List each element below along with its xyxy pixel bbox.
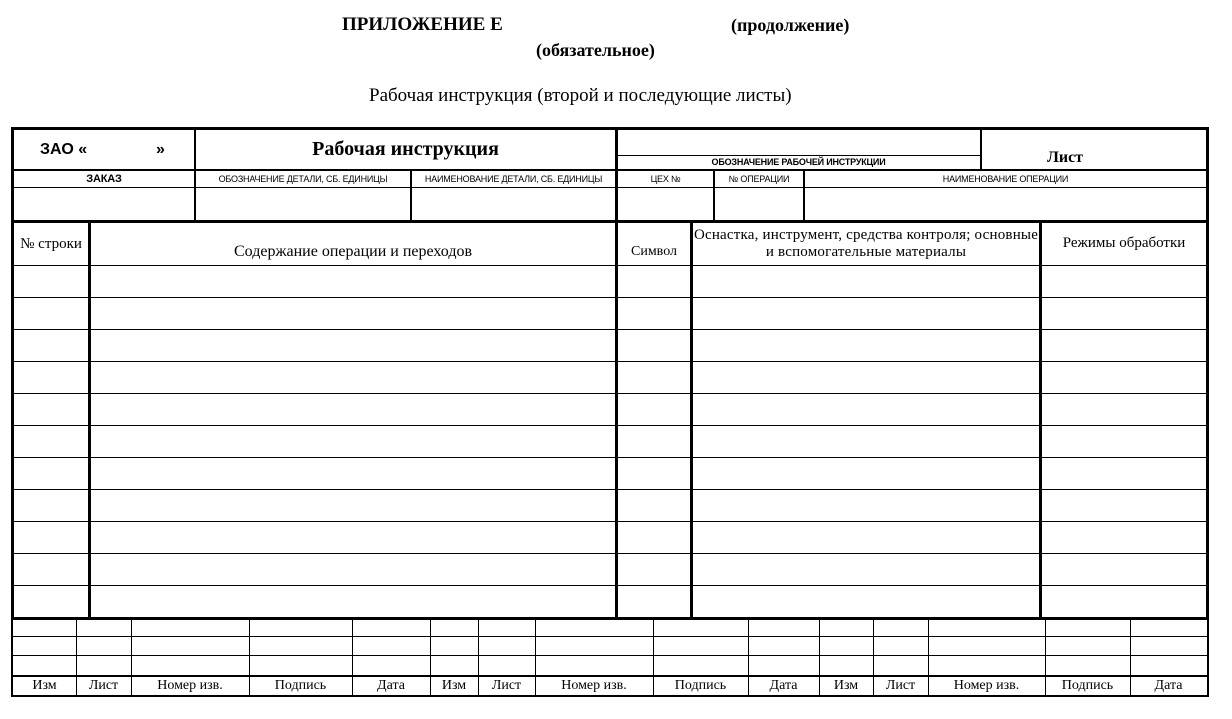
table-cell[interactable] xyxy=(693,458,1039,489)
operation-no-field[interactable] xyxy=(715,188,803,220)
table-cell[interactable] xyxy=(91,522,615,553)
table-cell[interactable] xyxy=(1042,362,1206,393)
col-header-symbol: Символ xyxy=(630,243,677,259)
operation-name-field[interactable] xyxy=(805,188,1206,220)
table-cell[interactable] xyxy=(1042,490,1206,521)
footer-label: Подпись xyxy=(274,677,327,693)
table-cell[interactable] xyxy=(91,362,615,393)
footer-label: Дата xyxy=(1154,677,1183,693)
order-field[interactable] xyxy=(14,188,194,220)
table-cell[interactable] xyxy=(14,426,88,457)
table-cell[interactable] xyxy=(91,490,615,521)
table-cell[interactable] xyxy=(618,394,690,425)
table-cell[interactable] xyxy=(14,458,88,489)
table-cell[interactable] xyxy=(618,330,690,361)
table-cell[interactable] xyxy=(693,298,1039,329)
col-header-tooling: Оснастка, инструмент, средства контроля; основные и вспомогательные материалы xyxy=(693,226,1039,260)
part-designation-field[interactable] xyxy=(196,188,410,220)
table-cell[interactable] xyxy=(693,362,1039,393)
shop-field[interactable] xyxy=(618,188,713,220)
table-cell[interactable] xyxy=(693,394,1039,425)
table-cell[interactable] xyxy=(618,458,690,489)
table-cell[interactable] xyxy=(91,554,615,585)
table-cell[interactable] xyxy=(91,394,615,425)
table-cell[interactable] xyxy=(618,362,690,393)
footer-label: Дата xyxy=(769,677,798,693)
footer-label: Номер изв. xyxy=(953,677,1020,693)
footer-label: Изм xyxy=(32,677,57,693)
table-cell[interactable] xyxy=(618,298,690,329)
table-cell[interactable] xyxy=(91,426,615,457)
operation-name-label: НАИМЕНОВАНИЕ ОПЕРАЦИИ xyxy=(942,173,1069,184)
table-cell[interactable] xyxy=(618,586,690,617)
table-cell[interactable] xyxy=(14,362,88,393)
table-cell[interactable] xyxy=(618,554,690,585)
table-cell[interactable] xyxy=(1042,394,1206,425)
part-designation-label: ОБОЗНАЧЕНИЕ ДЕТАЛИ, СБ. ЕДИНИЦЫ xyxy=(218,173,388,184)
footer-label: Лист xyxy=(491,677,522,693)
sheet-number-field[interactable] xyxy=(982,130,1206,169)
footer-label: Номер изв. xyxy=(561,677,627,693)
order-label: ЗАКАЗ xyxy=(86,172,122,185)
table-cell[interactable] xyxy=(693,426,1039,457)
table-cell[interactable] xyxy=(618,522,690,553)
shop-label: ЦЕХ № xyxy=(650,173,681,184)
table-cell[interactable] xyxy=(91,586,615,617)
table-cell[interactable] xyxy=(618,266,690,297)
table-cell[interactable] xyxy=(1042,330,1206,361)
sheet-label: Лист xyxy=(1046,148,1084,166)
table-cell[interactable] xyxy=(1042,554,1206,585)
footer-label: Номер изв. xyxy=(157,677,223,693)
footer-label: Лист xyxy=(88,677,119,693)
table-cell[interactable] xyxy=(14,586,88,617)
table-cell[interactable] xyxy=(1042,266,1206,297)
appendix-title: ПРИЛОЖЕНИЕ Е xyxy=(342,14,503,35)
doc-designation-caption: ОБОЗНАЧЕНИЕ РАБОЧЕЙ ИНСТРУКЦИИ xyxy=(711,157,886,168)
continuation-label: (продолжение) xyxy=(731,15,850,35)
table-cell[interactable] xyxy=(693,554,1039,585)
col-header-operation-content: Содержание операции и переходов xyxy=(233,242,473,260)
table-cell[interactable] xyxy=(693,490,1039,521)
table-cell[interactable] xyxy=(91,298,615,329)
table-cell[interactable] xyxy=(1042,298,1206,329)
table-cell[interactable] xyxy=(91,330,615,361)
part-name-label: НАИМЕНОВАНИЕ ДЕТАЛИ, СБ. ЕДИНИЦЫ xyxy=(424,173,603,184)
table-cell[interactable] xyxy=(1042,426,1206,457)
doc-designation-field[interactable] xyxy=(617,130,980,155)
footer-label: Дата xyxy=(377,677,405,693)
table-cell[interactable] xyxy=(693,586,1039,617)
table-cell[interactable] xyxy=(91,266,615,297)
table-cell[interactable] xyxy=(1042,458,1206,489)
footer-label: Подпись xyxy=(1061,677,1114,693)
col-header-modes: Режимы обработки xyxy=(1062,235,1186,252)
table-cell[interactable] xyxy=(1042,586,1206,617)
footer-label: Лист xyxy=(885,677,916,693)
footer-label: Изм xyxy=(441,677,467,693)
table-cell[interactable] xyxy=(14,490,88,521)
col-header-row-number: № строки xyxy=(20,236,82,253)
mandatory-label: (обязательное) xyxy=(536,40,655,60)
table-cell[interactable] xyxy=(14,330,88,361)
form-title: Рабочая инструкция xyxy=(312,138,499,160)
part-name-field[interactable] xyxy=(412,188,615,220)
table-cell[interactable] xyxy=(14,266,88,297)
table-cell[interactable] xyxy=(618,490,690,521)
document-subtitle: Рабочая инструкция (второй и последующие листы) xyxy=(369,85,792,106)
footer-label: Подпись xyxy=(674,677,727,693)
footer-label: Изм xyxy=(833,677,859,693)
table-cell[interactable] xyxy=(91,458,615,489)
table-cell[interactable] xyxy=(618,426,690,457)
table-cell[interactable] xyxy=(1042,522,1206,553)
operation-no-label: № ОПЕРАЦИИ xyxy=(728,173,790,184)
table-cell[interactable] xyxy=(693,266,1039,297)
table-cell[interactable] xyxy=(14,298,88,329)
company-prefix: ЗАО « xyxy=(40,141,88,158)
table-cell[interactable] xyxy=(14,394,88,425)
table-cell[interactable] xyxy=(14,554,88,585)
company-suffix: » xyxy=(156,141,165,158)
table-cell[interactable] xyxy=(693,330,1039,361)
table-cell[interactable] xyxy=(693,522,1039,553)
table-cell[interactable] xyxy=(14,522,88,553)
